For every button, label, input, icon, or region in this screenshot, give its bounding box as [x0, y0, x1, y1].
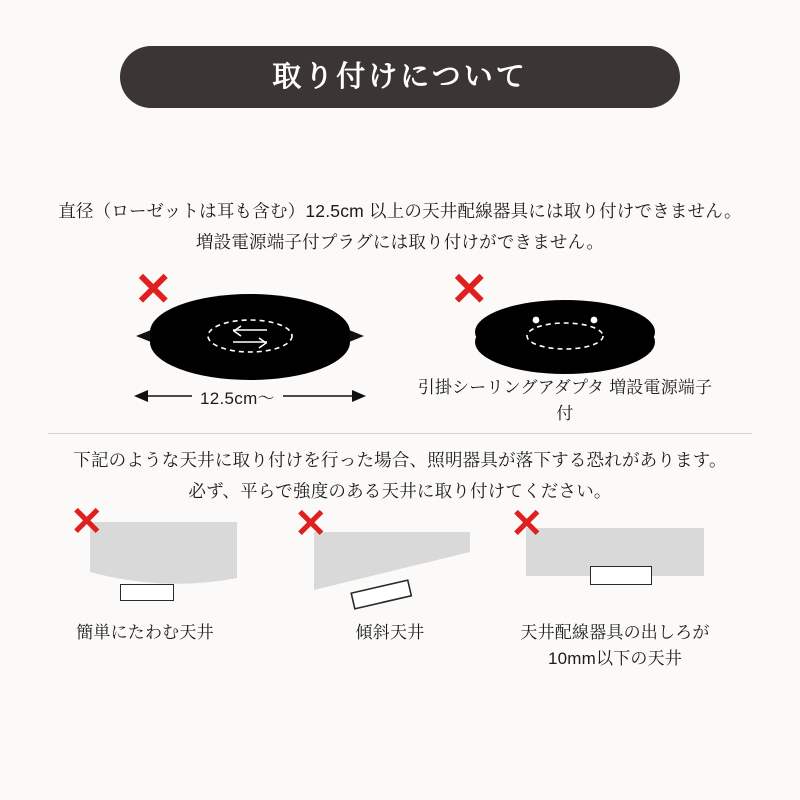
- section2-line-1: 下記のような天井に取り付けを行った場合、照明器具が落下する恐れがあります。: [73, 450, 727, 470]
- cross-mark-icon: ✕: [510, 502, 544, 546]
- rosette-dimension-label: 12.5cm〜: [192, 384, 283, 409]
- cross-mark-icon: ✕: [70, 500, 104, 544]
- caption-line-2: 増設電源端子付: [556, 378, 713, 423]
- caption-shallow-fitting-ceiling: [495, 620, 735, 671]
- fitting-box: [590, 566, 652, 585]
- figure-rosette-large: [130, 263, 370, 415]
- section-divider: [48, 433, 752, 434]
- figure-shallow-fitting-ceiling: [510, 502, 712, 607]
- caption-line-2: 10mm以下の天井: [547, 648, 683, 668]
- caption-line-1: 簡単にたわむ天井: [76, 623, 214, 642]
- section1-line-1: 直径（ローゼットは耳も含む）12.5cm 以上の天井配線器具には取り付けできません。: [58, 201, 742, 221]
- page-title: 取り付けについて: [272, 60, 528, 93]
- caption-sagging-ceiling: [35, 620, 255, 646]
- page-header: [120, 46, 680, 108]
- caption-line-1: 傾斜天井: [355, 623, 425, 642]
- cross-mark-icon: ✕: [450, 263, 489, 315]
- cross-mark-icon: ✕: [294, 502, 328, 546]
- figure-sloped-ceiling: [294, 502, 480, 615]
- section2-text: [20, 445, 780, 506]
- section1-text: [20, 196, 780, 257]
- caption-sloped-ceiling: [280, 620, 500, 646]
- caption-line-1: 引掛シーリングアダプタ: [417, 378, 605, 397]
- section1-line-2: 増設電源端子付プラグには取り付けができません。: [195, 231, 605, 252]
- figure-sagging-ceiling: [70, 500, 247, 605]
- cross-mark-icon: ✕: [134, 263, 173, 315]
- caption-ceiling-adapter: [415, 375, 715, 426]
- caption-line-1: 天井配線器具の出しろが: [520, 623, 710, 642]
- fitting-box: [120, 584, 174, 601]
- section2-line-2: 必ず、平らで強度のある天井に取り付けてください。: [188, 480, 612, 501]
